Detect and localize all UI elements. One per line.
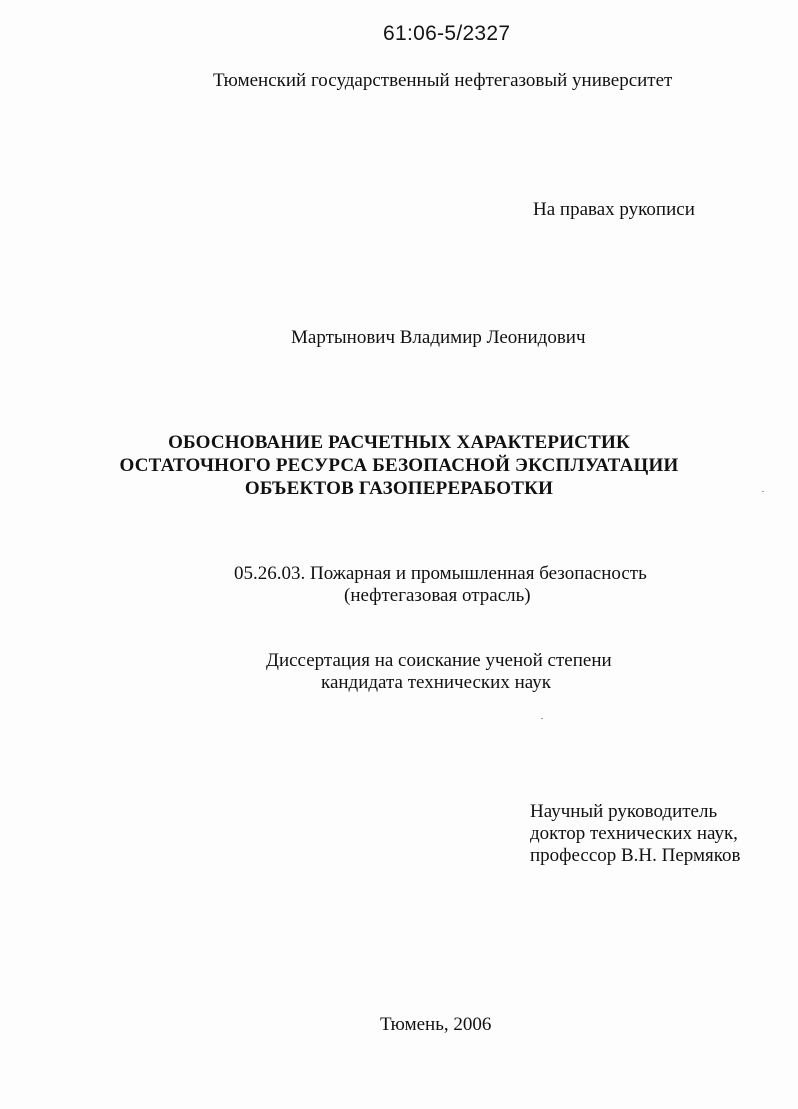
supervisor-name: профессор В.Н. Пермяков <box>530 845 741 866</box>
author-name: Мартынович Владимир Леонидович <box>291 327 586 348</box>
scan-speck <box>762 491 764 492</box>
title-line-2: ОСТАТОЧНОГО РЕСУРСА БЕЗОПАСНОЙ ЭКСПЛУАТАЦИИ <box>119 455 679 476</box>
scan-speck <box>541 718 543 719</box>
degree-line-1: Диссертация на соискание ученой степени <box>266 650 612 671</box>
supervisor-role: Научный руководитель <box>530 801 718 822</box>
title-line-1: ОБОСНОВАНИЕ РАСЧЕТНЫХ ХАРАКТЕРИСТИК <box>168 432 630 453</box>
specialty-branch-line: (нефтегазовая отрасль) <box>344 585 531 606</box>
manuscript-rights-note: На правах рукописи <box>533 199 695 220</box>
title-line-3: ОБЪЕКТОВ ГАЗОПЕРЕРАБОТКИ <box>244 478 554 499</box>
university-name: Тюменский государственный нефтегазовый университет <box>213 70 673 91</box>
archive-stamp-number: 61:06-5/2327 <box>383 22 511 45</box>
degree-line-2: кандидата технических наук <box>321 672 551 693</box>
supervisor-degree: доктор технических наук, <box>530 823 738 844</box>
specialty-code-line: 05.26.03. Пожарная и промышленная безопасность <box>234 563 647 584</box>
city-year: Тюмень, 2006 <box>380 1014 492 1035</box>
